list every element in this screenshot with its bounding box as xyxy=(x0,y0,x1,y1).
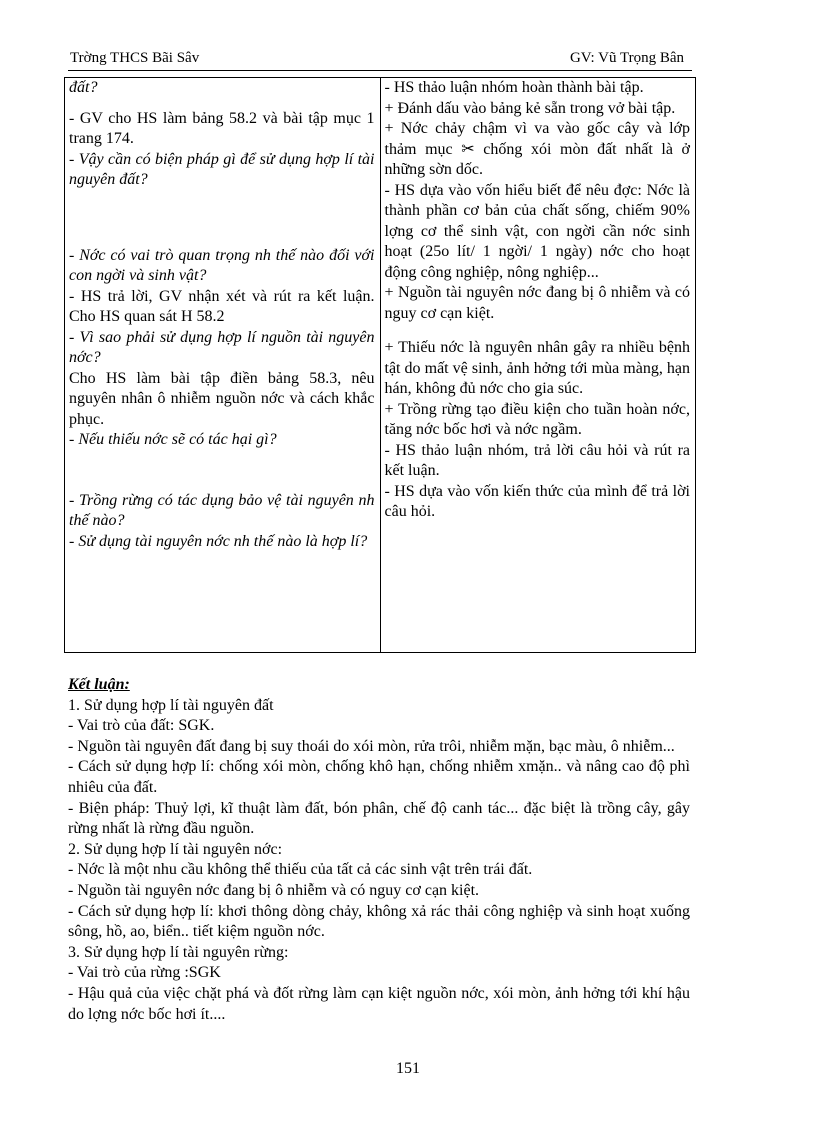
teacher-activity-cell xyxy=(65,78,381,653)
left-item: đất? xyxy=(69,79,98,96)
conclusion-line: 1. Sử dụng hợp lí tài nguyên đất xyxy=(68,696,274,714)
conclusion-line: - Vai trò của đất: SGK. xyxy=(68,717,215,735)
right-item: - HS thảo luận nhóm hoàn thành bài tập. xyxy=(384,79,644,96)
conclusion-line: - Nguồn tài nguyên nớc đang bị ô nhiễm và có nguy cơ cạn kiệt. xyxy=(68,881,480,899)
conclusion-line: 2. Sử dụng hợp lí tài nguyên nớc: xyxy=(68,840,283,858)
left-item: - Vậy cần có biện pháp gì để sử dụng hợp lí tài nguyên đất? xyxy=(69,150,375,188)
conclusion-line: - Hậu quả của việc chặt phá và đốt rừng làm cạn kiệt nguồn nớc, xói mòn, ảnh hởng tới khí hậu do lợng nớc bốc hơi ít.... xyxy=(68,984,690,1023)
left-item: - Nớc có vai trò quan trọng nh thế nào đối với con ngời và sinh vật? xyxy=(69,246,375,284)
left-item: - GV cho HS làm bảng 58.2 và bài tập mục 1 trang 174. xyxy=(69,109,375,147)
student-activity-cell xyxy=(380,78,696,653)
left-item: Cho HS làm bài tập điền bảng 58.3, nêu nguyên nhân ô nhiễm nguồn nớc và cách khắc phục. xyxy=(69,369,375,428)
right-item: + Đánh dấu vào bảng kẻ sẵn trong vở bài tập. xyxy=(384,99,676,117)
conclusion-line: - Vai trò của rừng :SGK xyxy=(68,964,221,982)
conclusion-section xyxy=(68,675,690,1025)
teacher-name: GV: Vũ Trọng Bân xyxy=(569,50,684,66)
right-item: - HS dựa vào vốn hiểu biết để nêu đợc: Nớc là thành phần cơ bản của chất sống, chiếm 90% lợng cơ thể sinh vật, con ngời cần nớc sinh hoạt (25o lít/ 1 ngời/ 1 ngày) nớc cho hoạt động công nghiệp, nông nghiệp... xyxy=(384,181,690,281)
right-item: + Trồng rừng tạo điều kiện cho tuần hoàn nớc, tăng nớc bốc hơi và nớc ngầm. xyxy=(384,400,690,438)
right-item: + Thiếu nớc là nguyên nhân gây ra nhiều bệnh tật do mất vệ sinh, ảnh hởng tới mùa màng, hạn hán, không đủ nớc cho gia súc. xyxy=(384,339,690,397)
left-item: - HS trả lời, GV nhận xét và rút ra kết luận. Cho HS quan sát H 58.2 xyxy=(69,287,375,325)
page-number: 151 xyxy=(396,1060,420,1077)
school-name: Trờng THCS Bãi Sâv xyxy=(70,50,200,66)
left-item: - Nếu thiếu nớc sẽ có tác hại gì? xyxy=(69,431,277,448)
conclusion-line: - Biện pháp: Thuỷ lợi, kĩ thuật làm đất, bón phân, chế độ canh tác... đặc biệt là trồng cây, gây rừng nhất là rừng đầu nguồn. xyxy=(68,799,690,838)
conclusion-line: 3. Sử dụng hợp lí tài nguyên rừng: xyxy=(68,943,289,961)
conclusion-line: - Nớc là một nhu cầu không thể thiếu của tất cả các sinh vật trên trái đất. xyxy=(68,861,533,879)
left-item: - Vì sao phải sử dụng hợp lí nguồn tài nguyên nớc? xyxy=(69,328,375,366)
lesson-table xyxy=(64,77,696,653)
left-item: - Sử dụng tài nguyên nớc nh thế nào là hợp lí? xyxy=(69,532,368,550)
conclusion-line: - Cách sử dụng hợp lí: chống xói mòn, chống khô hạn, chống nhiễm xmặn.. và nâng cao độ phì nhiêu của đất. xyxy=(68,758,690,796)
left-item: - Trồng rừng có tác dụng bảo vệ tài nguyên nh thế nào? xyxy=(69,491,375,529)
right-item: - HS dựa vào vốn kiến thức của mình để trả lời câu hỏi. xyxy=(384,482,690,520)
page-header xyxy=(68,48,692,71)
conclusion-line: - Cách sử dụng hợp lí: khơi thông dòng chảy, không xả rác thải công nghiệp và sinh hoạt xuống sông, hồ, ao, biển.. tiết kiệm nguồn nớc. xyxy=(68,902,690,941)
conclusion-line: - Nguồn tài nguyên đất đang bị suy thoái do xói mòn, rửa trôi, nhiễm mặn, bạc màu, ô nhiễm... xyxy=(68,737,675,755)
right-item: + Nguồn tài nguyên nớc đang bị ô nhiễm và có nguy cơ cạn kiệt. xyxy=(384,284,690,322)
right-item: + Nớc chảy chậm vì va vào gốc cây và lớp thảm mục ✂ chống xói mòn đất nhất là ở những sờn dốc. xyxy=(384,120,690,178)
conclusion-title: Kết luận: xyxy=(68,676,130,693)
right-item: - HS thảo luận nhóm, trả lời câu hỏi và rút ra kết luận. xyxy=(384,441,690,479)
table-row xyxy=(65,78,696,653)
